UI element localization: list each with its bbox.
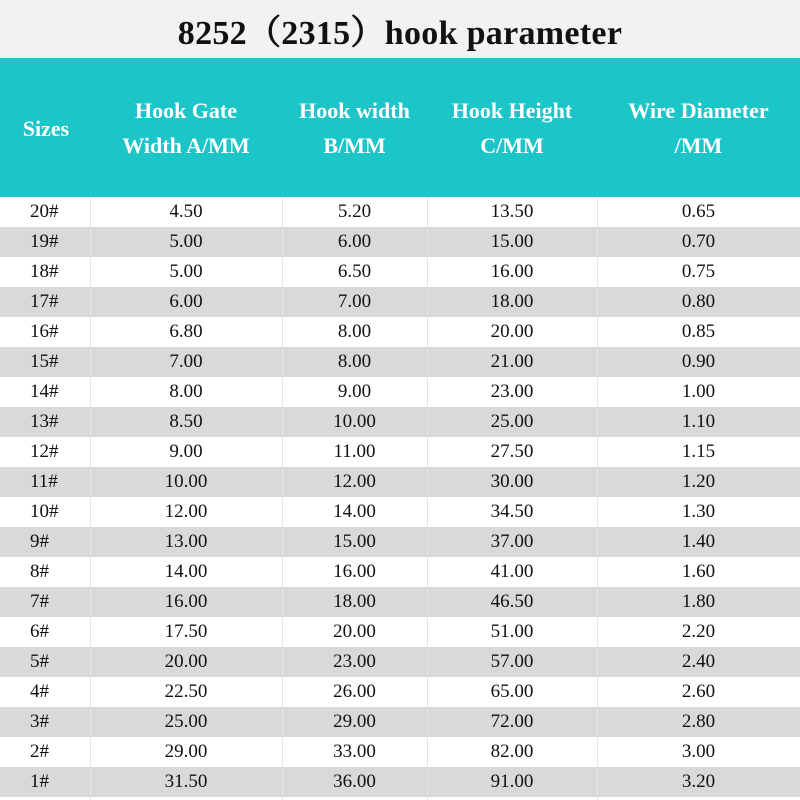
table-row: [0, 527, 800, 557]
cell-hook-height: 13.50: [490, 201, 534, 222]
cell-size: 15#: [30, 351, 59, 372]
cell-hook-width: 33.00: [333, 741, 376, 762]
cell-wire-diameter: 1.80: [681, 591, 716, 612]
cell-gate-width: 9.00: [169, 441, 203, 462]
cell-hook-width: 14.00: [333, 501, 376, 522]
table-row: [0, 497, 800, 527]
cell-hook-width: 12.00: [333, 471, 376, 492]
cell-gate-width: 29.00: [164, 741, 208, 762]
cell-hook-height: 51.00: [490, 621, 534, 642]
cell-hook-height: 65.00: [490, 681, 534, 702]
table-body: [0, 198, 800, 800]
cell-gate-width: 6.80: [169, 321, 203, 342]
cell-hook-height: 25.00: [490, 411, 534, 432]
table-row: [0, 197, 800, 227]
column-divider: [282, 198, 283, 800]
table-row: [0, 407, 800, 437]
cell-hook-height: 57.00: [490, 651, 534, 672]
table-row: [0, 467, 800, 497]
cell-size: 19#: [30, 231, 59, 252]
table-row: [0, 377, 800, 407]
cell-size: 18#: [30, 261, 59, 282]
cell-hook-width: 6.50: [337, 261, 372, 282]
cell-hook-width: 26.00: [333, 681, 376, 702]
cell-gate-width: 6.00: [169, 291, 203, 312]
cell-hook-width: 6.00: [337, 231, 372, 252]
cell-size: 8#: [30, 561, 49, 582]
cell-hook-width: 18.00: [333, 591, 376, 612]
cell-hook-width: 5.20: [337, 201, 372, 222]
table-row: [0, 287, 800, 317]
cell-size: 9#: [30, 531, 49, 552]
cell-size: 7#: [30, 591, 49, 612]
column-divider: [427, 198, 428, 800]
header-wire-diameter: Wire Diameter /MM: [628, 98, 769, 158]
cell-size: 3#: [30, 711, 49, 732]
table-row: [0, 587, 800, 617]
cell-hook-height: 34.50: [490, 501, 534, 522]
cell-wire-diameter: 1.60: [681, 561, 716, 582]
cell-gate-width: 31.50: [164, 771, 208, 792]
table-row: [0, 317, 800, 347]
cell-size: 1#: [30, 771, 49, 792]
cell-gate-width: 16.00: [164, 591, 208, 612]
cell-hook-height: 37.00: [490, 531, 534, 552]
cell-size: 16#: [30, 321, 59, 342]
cell-gate-width: 25.00: [164, 711, 208, 732]
cell-hook-width: 7.00: [337, 291, 372, 312]
header-sizes: Sizes: [22, 115, 70, 141]
cell-size: 6#: [30, 621, 49, 642]
cell-wire-diameter: 0.70: [681, 231, 716, 252]
cell-wire-diameter: 2.20: [681, 621, 716, 642]
cell-wire-diameter: 2.40: [681, 651, 716, 672]
table-row: [0, 347, 800, 377]
cell-size: 12#: [30, 441, 59, 462]
cell-hook-height: 21.00: [490, 351, 534, 372]
cell-hook-width: 15.00: [333, 531, 376, 552]
cell-gate-width: 5.00: [169, 231, 203, 252]
cell-hook-height: 72.00: [490, 711, 534, 732]
cell-hook-width: 11.00: [333, 441, 376, 462]
cell-gate-width: 10.00: [164, 471, 208, 492]
cell-hook-width: 10.00: [333, 411, 376, 432]
cell-wire-diameter: 3.00: [681, 741, 716, 762]
cell-hook-height: 18.00: [490, 291, 534, 312]
table-row: [0, 227, 800, 257]
cell-gate-width: 20.00: [164, 651, 208, 672]
page-title: 8252（2315）hook parameter: [177, 14, 623, 52]
cell-size: 17#: [30, 291, 59, 312]
cell-gate-width: 22.50: [164, 681, 208, 702]
cell-hook-height: 41.00: [490, 561, 534, 582]
cell-wire-diameter: 0.80: [681, 291, 716, 312]
column-divider: [597, 198, 598, 800]
cell-wire-diameter: 0.75: [681, 261, 716, 282]
cell-hook-width: 36.00: [333, 771, 376, 792]
cell-gate-width: 12.00: [164, 501, 208, 522]
cell-hook-height: 23.00: [490, 381, 534, 402]
title-bar: [0, 0, 800, 58]
table-row: [0, 617, 800, 647]
header-hook-height: Hook Height C/MM: [451, 98, 573, 158]
cell-gate-width: 17.50: [164, 621, 208, 642]
cell-wire-diameter: 1.15: [681, 441, 716, 462]
cell-size: 5#: [30, 651, 49, 672]
cell-size: 11#: [30, 471, 58, 492]
cell-wire-diameter: 1.00: [681, 381, 716, 402]
cell-gate-width: 7.00: [169, 351, 203, 372]
column-divider: [90, 198, 91, 800]
cell-gate-width: 13.00: [164, 531, 208, 552]
cell-hook-width: 20.00: [333, 621, 376, 642]
table-header: [0, 58, 800, 198]
header-hook-gate-width: Hook Gate Width A/MM: [122, 98, 250, 158]
cell-hook-width: 8.00: [337, 351, 372, 372]
cell-wire-diameter: 0.90: [681, 351, 716, 372]
table-row: [0, 767, 800, 797]
cell-hook-height: 16.00: [490, 261, 534, 282]
cell-size: 4#: [30, 681, 49, 702]
cell-hook-height: 15.00: [490, 231, 534, 252]
cell-wire-diameter: 1.10: [681, 411, 716, 432]
cell-size: 14#: [30, 381, 59, 402]
cell-hook-width: 29.00: [333, 711, 376, 732]
cell-hook-height: 91.00: [490, 771, 534, 792]
cell-size: 10#: [30, 501, 59, 522]
cell-wire-diameter: 3.20: [681, 771, 716, 792]
cell-wire-diameter: 1.20: [681, 471, 716, 492]
cell-gate-width: 4.50: [169, 201, 203, 222]
table-row: [0, 737, 800, 767]
cell-wire-diameter: 1.40: [681, 531, 716, 552]
table-row: [0, 707, 800, 737]
cell-hook-width: 8.00: [337, 321, 372, 342]
cell-size: 20#: [30, 201, 59, 222]
table-row: [0, 647, 800, 677]
cell-size: 2#: [30, 741, 49, 762]
cell-wire-diameter: 1.30: [681, 501, 716, 522]
cell-gate-width: 8.00: [169, 381, 203, 402]
table-row: [0, 437, 800, 467]
table-row: [0, 557, 800, 587]
table-row: [0, 677, 800, 707]
cell-hook-width: 23.00: [333, 651, 376, 672]
cell-hook-width: 16.00: [333, 561, 376, 582]
cell-hook-height: 20.00: [490, 321, 534, 342]
cell-gate-width: 14.00: [164, 561, 208, 582]
cell-wire-diameter: 0.65: [681, 201, 716, 222]
cell-gate-width: 8.50: [169, 411, 203, 432]
cell-hook-height: 30.00: [490, 471, 534, 492]
cell-wire-diameter: 2.80: [681, 711, 716, 732]
table-row: [0, 257, 800, 287]
cell-gate-width: 5.00: [169, 261, 203, 282]
cell-size: 13#: [30, 411, 59, 432]
header-hook-width: Hook width B/MM: [299, 98, 410, 158]
cell-hook-height: 27.50: [490, 441, 534, 462]
cell-wire-diameter: 0.85: [681, 321, 716, 342]
cell-hook-width: 9.00: [337, 381, 372, 402]
cell-wire-diameter: 2.60: [681, 681, 716, 702]
cell-hook-height: 46.50: [490, 591, 534, 612]
cell-hook-height: 82.00: [490, 741, 534, 762]
